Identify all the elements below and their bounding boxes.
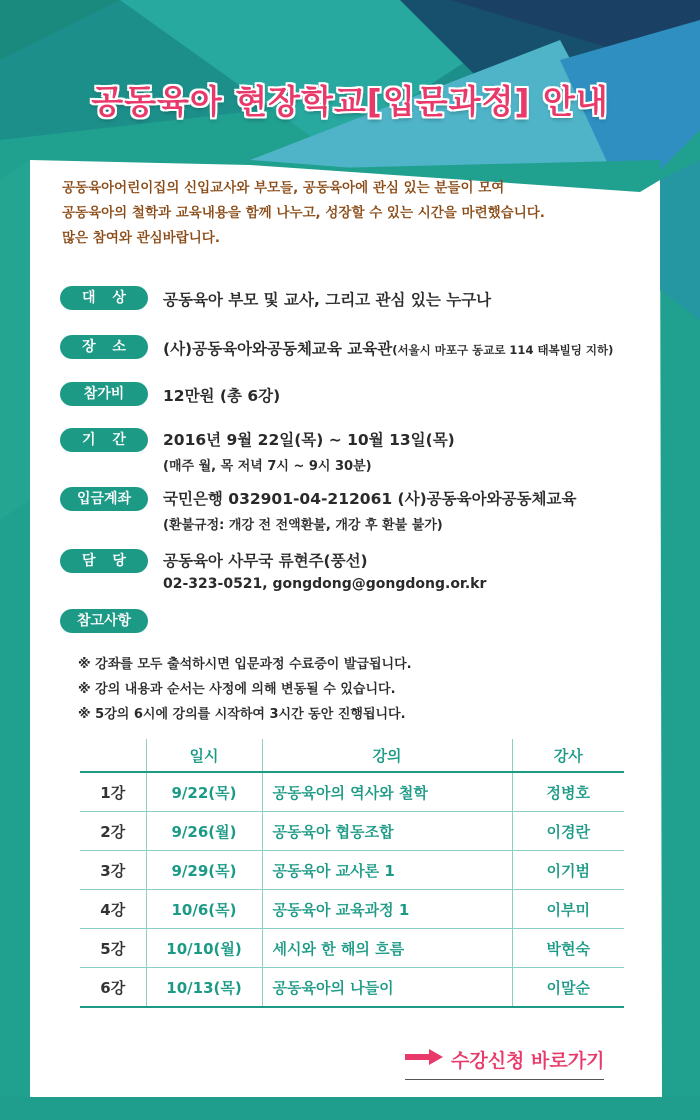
intro-text [62, 176, 682, 251]
lecture-cell: 공동육아의 나들이 [262, 968, 512, 1008]
date-cell: 10/13(목) [146, 968, 262, 1008]
table-row [80, 812, 624, 851]
page-title: 공동육아 현장학교[입문과정] 안내 [91, 82, 609, 121]
lecture-cell: 공동육아 교사론 1 [262, 851, 512, 890]
intro-line: 공동육아어린이집의 신입교사와 부모들, 공동육아에 관심 있는 분들이 모여 [62, 180, 505, 196]
date-cell: 9/22(목) [146, 772, 262, 812]
lecturer-cell: 이경란 [512, 812, 624, 851]
lecture-cell: 공동육아 협동조합 [262, 812, 512, 851]
place-address: (서울시 마포구 동교로 114 태복빌딩 지하) [392, 343, 614, 357]
account-sub: (환불규정: 개강 전 전액환불, 개강 후 환불 불가) [163, 518, 443, 533]
table-row [80, 772, 624, 812]
date-cell: 10/6(목) [146, 890, 262, 929]
table-row [80, 929, 624, 968]
register-link-label: 수강신청 바로가기 [451, 1049, 605, 1072]
table-row [80, 851, 624, 890]
header-cell: 강의 [262, 739, 512, 772]
header-cell: 일시 [146, 739, 262, 772]
date-cell: 9/26(월) [146, 812, 262, 851]
table-row [80, 890, 624, 929]
lecturer-cell: 이부미 [512, 890, 624, 929]
place-label: 장 소 [60, 335, 148, 359]
target-text: 공동육아 부모 및 교사, 그리고 관심 있는 누구나 [163, 291, 492, 309]
lecture-cell: 공동육아 교육과정 1 [262, 890, 512, 929]
session-cell: 6강 [80, 968, 146, 1008]
contact-text: 공동육아 사무국 류현주(풍선) [163, 552, 368, 570]
session-cell: 5강 [80, 929, 146, 968]
arrow-right-icon [405, 1049, 443, 1069]
register-link[interactable] [405, 1041, 604, 1080]
notes-list [78, 652, 412, 727]
table-header-row [80, 739, 624, 772]
period-text: 2016년 9월 22일(목) ~ 10월 13일(목) [163, 431, 455, 449]
session-cell: 4강 [80, 890, 146, 929]
place-name: (사)공동육아와공동체교육 교육관 [163, 340, 393, 358]
lecturer-cell: 이말순 [512, 968, 624, 1008]
session-cell: 1강 [80, 772, 146, 812]
target-label: 대 상 [60, 286, 148, 310]
place-text [163, 337, 613, 359]
note-item: ※ 5강의 6시에 강의를 시작하여 3시간 동안 진행됩니다. [78, 707, 406, 722]
lecture-cell: 세시와 한 해의 흐름 [262, 929, 512, 968]
account-text: 국민은행 032901-04-212061 (사)공동육아와공동체교육 [163, 490, 577, 508]
lecturer-cell: 박현숙 [512, 929, 624, 968]
contact-sub: 02-323-0521, gongdong@gongdong.or.kr [163, 576, 487, 592]
lecturer-cell: 정병호 [512, 772, 624, 812]
date-cell: 10/10(월) [146, 929, 262, 968]
schedule-table [80, 739, 624, 1008]
note-item: ※ 강의 내용과 순서는 사정에 의해 변동될 수 있습니다. [78, 682, 396, 697]
note-item: ※ 강좌를 모두 출석하시면 입문과정 수료증이 발급됩니다. [78, 657, 412, 672]
intro-line: 많은 참여와 관심바랍니다. [62, 230, 220, 246]
fee-text: 12만원 (총 6강) [163, 387, 281, 405]
notes-label: 참고사항 [60, 609, 148, 633]
account-label: 입금계좌 [60, 487, 148, 511]
session-cell: 3강 [80, 851, 146, 890]
period-label: 기 간 [60, 428, 148, 452]
period-sub: (매주 월, 목 저녁 7시 ~ 9시 30분) [163, 459, 372, 474]
lecturer-cell: 이기범 [512, 851, 624, 890]
table-row [80, 968, 624, 1008]
header-cell: 강사 [512, 739, 624, 772]
fee-label: 참가비 [60, 382, 148, 406]
session-cell: 2강 [80, 812, 146, 851]
lecture-cell: 공동육아의 역사와 철학 [262, 772, 512, 812]
intro-line: 공동육아의 철학과 교육내용을 함께 나누고, 성장할 수 있는 시간을 마련했습니다. [62, 205, 545, 221]
contact-label: 담 당 [60, 549, 148, 573]
header-cell [80, 739, 146, 772]
date-cell: 9/29(목) [146, 851, 262, 890]
